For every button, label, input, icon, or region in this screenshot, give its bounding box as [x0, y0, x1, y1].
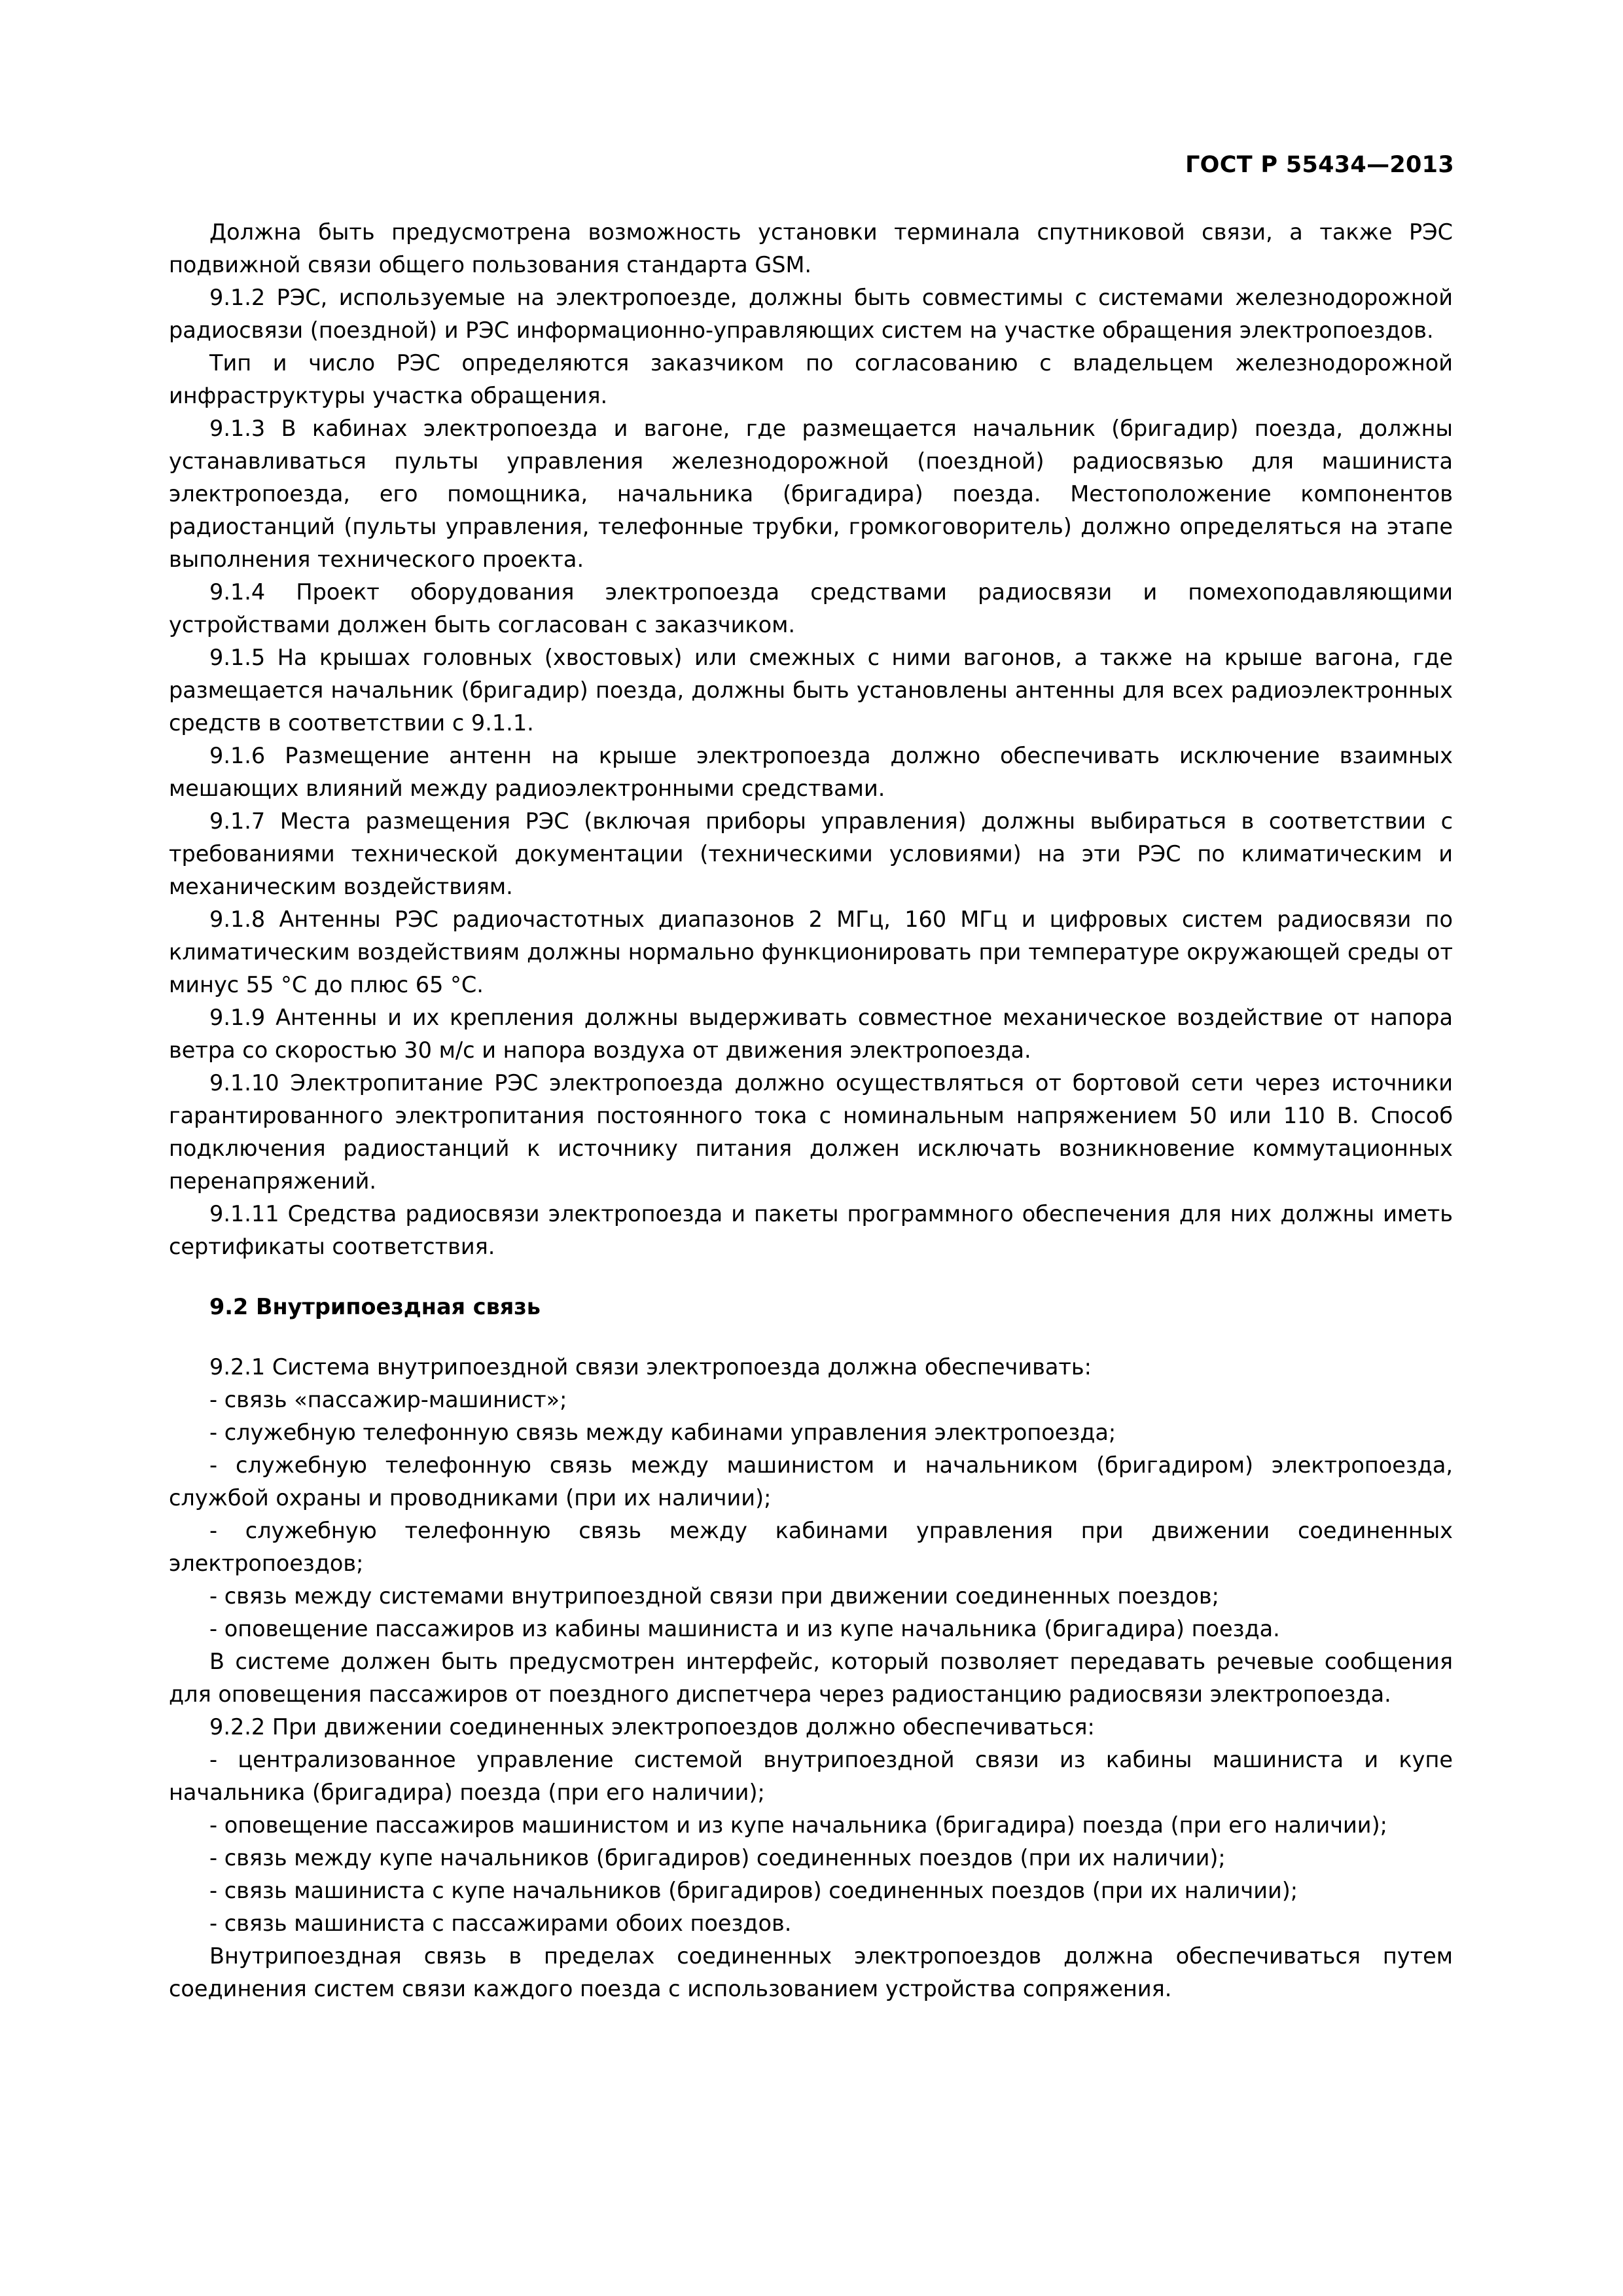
paragraph-9-2-2: 9.2.2 При движении соединенных электропоездов должно обеспечиваться: [209, 1714, 1095, 1740]
list-item: - связь «пассажир-машинист»; [209, 1387, 567, 1412]
paragraph-9-2-1: 9.2.1 Система внутрипоездной связи электропоезда должна обеспечивать: [209, 1354, 1092, 1380]
paragraph: Тип и число РЭС определяются заказчиком по согласованию с владельцем железнодорожной инфраструктуры участка обращения. [169, 350, 1453, 408]
list-item: - связь между системами внутрипоездной связи при движении соединенных поездов; [209, 1583, 1219, 1609]
paragraph-9-1-7: 9.1.7 Места размещения РЭС (включая приборы управления) должны выбираться в соответствии с требованиями технической документации (техническими условиями) на эти РЭС по климатическим и механическим воздействиям. [169, 808, 1453, 899]
paragraph-9-1-6: 9.1.6 Размещение антенн на крыше электропоезда должно обеспечивать исключение взаимных мешающих влияний между радиоэлектронными средствами. [169, 743, 1453, 801]
paragraph-9-1-10: 9.1.10 Электропитание РЭС электропоезда должно осуществляться от бортовой сети через источники гарантированного электропитания постоянного тока с номинальным напряжением 50 или 110 В. Способ подключения радиостанций к источнику питания должен исключать возникновение коммутационных перенапряжений. [169, 1070, 1453, 1194]
list-item: - служебную телефонную связь между кабинами управления электропоезда; [209, 1420, 1116, 1445]
section-heading-9-2: 9.2 Внутрипоездная связь [209, 1294, 541, 1319]
list-item: - оповещение пассажиров машинистом и из купе начальника (бригадира) поезда (при его наличии); [209, 1812, 1387, 1838]
paragraph-9-1-8: 9.1.8 Антенны РЭС радиочастотных диапазонов 2 МГц, 160 МГц и цифровых систем радиосвязи по климатическим воздействиям должны нормально функционировать при температуре окружающей среды от минус 55 °С до плюс 65 °С. [169, 906, 1453, 997]
paragraph-9-1-11: 9.1.11 Средства радиосвязи электропоезда и пакеты программного обеспечения для них должны иметь сертификаты соответствия. [169, 1201, 1453, 1259]
page-header-standard-number: ГОСТ Р 55434—2013 [1185, 152, 1454, 178]
paragraph-9-1-5: 9.1.5 На крышах головных (хвостовых) или смежных с ними вагонов, а также на крыше вагона, где размещается начальник (бригадир) поезда, должны быть установлены антенны для всех радиоэлектронных средств в соответствии с 9.1.1. [169, 645, 1453, 736]
list-item: - связь между купе начальников (бригадиров) соединенных поездов (при их наличии); [209, 1845, 1226, 1871]
list-item: - централизованное управление системой внутрипоездной связи из кабины машиниста и купе начальника (бригадира) поезда (при его наличии); [169, 1747, 1453, 1805]
paragraph-9-1-9: 9.1.9 Антенны и их крепления должны выдерживать совместное механическое воздействие от напора ветра со скоростью 30 м/с и напора воздуха от движения электропоезда. [169, 1005, 1453, 1063]
paragraph-9-1-2: 9.1.2 РЭС, используемые на электропоезде, должны быть совместимы с системами железнодорожной радиосвязи (поездной) и РЭС информационно-управляющих систем на участке обращения электропоездов. [169, 285, 1453, 343]
list-item: - связь машиниста с купе начальников (бригадиров) соединенных поездов (при их наличии); [209, 1878, 1298, 1903]
list-item: - служебную телефонную связь между кабинами управления при движении соединенных электропоездов; [169, 1518, 1453, 1576]
document-body [169, 216, 1453, 2005]
paragraph-9-1-4: 9.1.4 Проект оборудования электропоезда средствами радиосвязи и помехоподавляющими устройствами должен быть согласован с заказчиком. [169, 579, 1453, 637]
list-item: - служебную телефонную связь между машинистом и начальником (бригадиром) электропоезда, службой охраны и проводниками (при их наличии); [169, 1452, 1453, 1511]
list-item: - оповещение пассажиров из кабины машиниста и из купе начальника (бригадира) поезда. [209, 1616, 1280, 1641]
list-item: - связь машиниста с пассажирами обоих поездов. [209, 1910, 792, 1936]
paragraph-9-1-3: 9.1.3 В кабинах электропоезда и вагоне, где размещается начальник (бригадир) поезда, должны устанавливаться пульты управления железнодорожной (поездной) радиосвязью для машиниста электропоезда, его помощника, начальника (бригадира) поезда. Местоположение компонентов радиостанций (пульты управления, телефонные трубки, громкоговоритель) должно определяться на этапе выполнения технического проекта. [169, 416, 1453, 572]
paragraph: Внутрипоездная связь в пределах соединенных электропоездов должна обеспечиваться путем соединения систем связи каждого поезда с использованием устройства сопряжения. [169, 1943, 1453, 2001]
paragraph: В системе должен быть предусмотрен интерфейс, который позволяет передавать речевые сообщения для оповещения пассажиров от поездного диспетчера через радиостанцию радиосвязи электропоезда. [169, 1649, 1453, 1707]
paragraph: Должна быть предусмотрена возможность установки терминала спутниковой связи, а также РЭС подвижной связи общего пользования стандарта GSM. [169, 219, 1453, 278]
